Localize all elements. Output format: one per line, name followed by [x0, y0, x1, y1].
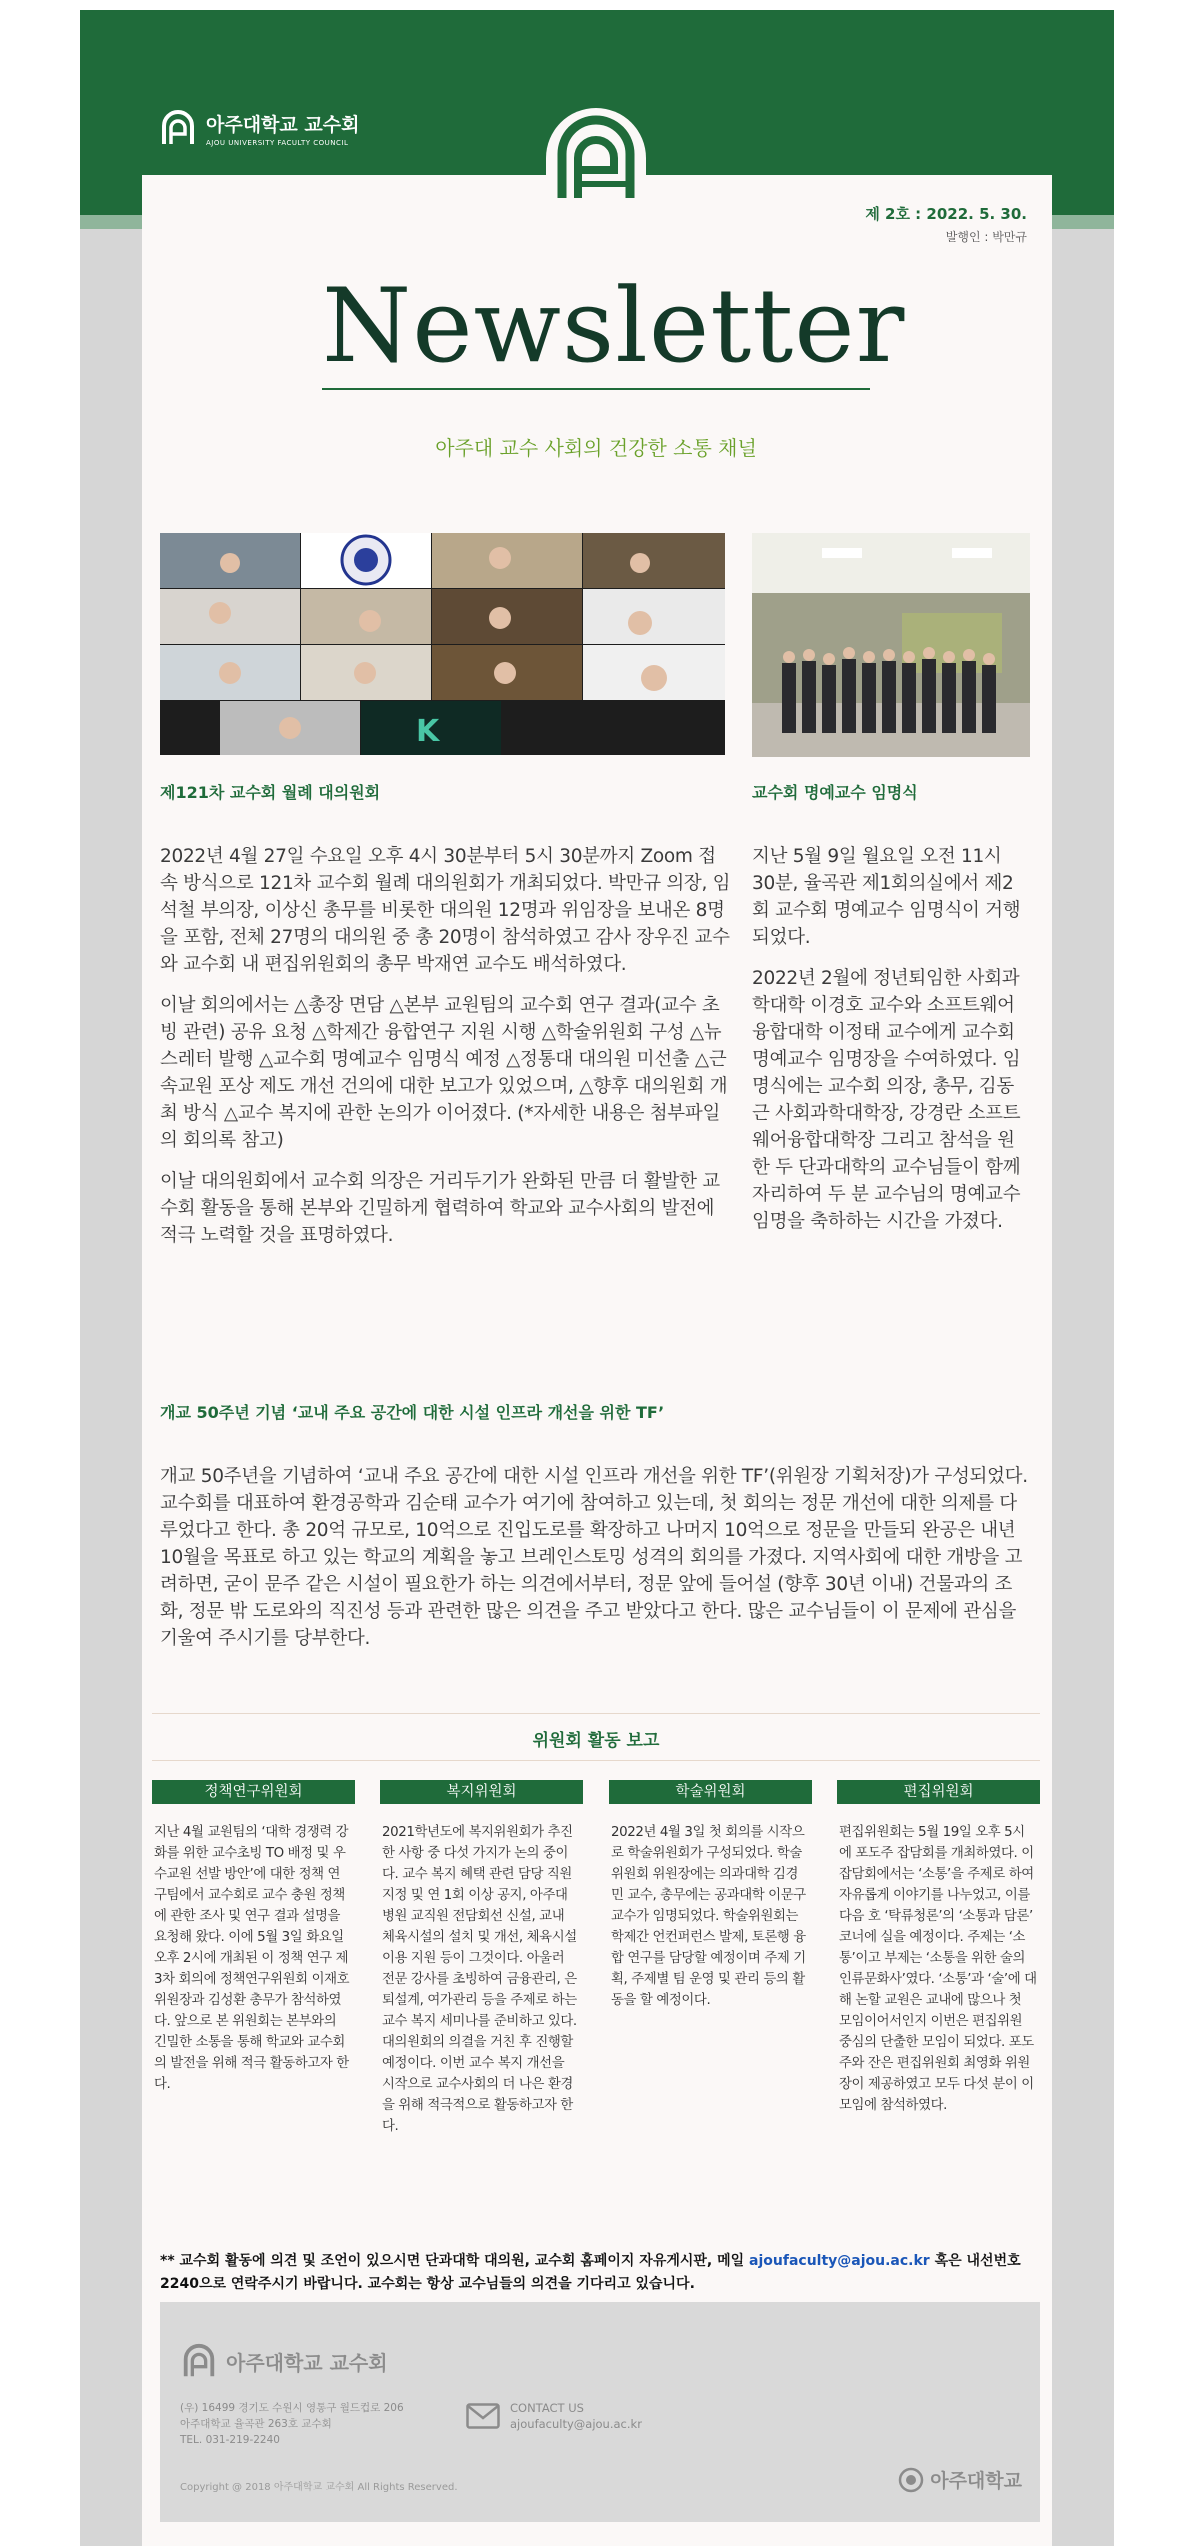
university-emblem-icon — [898, 2467, 924, 2493]
issue-info — [865, 203, 1027, 245]
contact-notice — [160, 2250, 1040, 2296]
university-logo[interactable] — [898, 2466, 1022, 2493]
committee-header-policy: 정책연구위원회 — [152, 1780, 355, 1804]
article1-title: 제121차 교수회 월례 대의원회 — [160, 783, 381, 802]
article2-paragraph: 지난 5월 9일 월요일 오전 11시 30분, 율곡관 제1회의실에서 제2회 교수회 명예교수 임명식이 거행되었다. — [752, 846, 1021, 948]
article3-title: 개교 50주년 기념 ‘교내 주요 공간에 대한 시설 인프라 개선을 위한 TF’ — [160, 1403, 665, 1422]
article3-paragraph: 개교 50주년을 기념하여 ‘교내 주요 공간에 대한 시설 인프라 개선을 위한 TF’(위원장 기획처장)가 구성되었다. 교수회를 대표하여 환경공학과 김순태 교수가 여기에 참여하고 있는데, 첫 회의는 정문 개선에 대한 의제를 다루었다고 한다. 총 20억 규모로, 10억으로 진입도로를 확장하고 나머지 10억으로 정문을 만들되 완공은 내년 10월을 목표로 하고 있는 학교의 계획을 놓고 브레인스토밍 성격의 회의를 가졌다. 지역사회에 대한 개방을 고려하면, 굳이 문주 같은 시설이 필요한가 하는 의견에서부터, 정문 앞에 들어설 (향후 30년 이내) 건물과의 조화, 정문 밖 도로와의 직진성 등과 관련한 많은 의견을 주고 받았다고 한다. 많은 교수님들이 이 문제에 관심을 기울여 주시기를 당부한다. — [160, 1466, 1028, 1649]
committee-header-editorial: 편집위원회 — [837, 1780, 1040, 1804]
article1-paragraph: 이날 대의원회에서 교수회 의장은 거리두기가 완화된 만큼 더 활발한 교수회 활동을 통해 본부와 긴밀하게 협력하여 학교와 교수사회의 발전에 적극 노력할 것을 표명하였다. — [160, 1171, 720, 1246]
article3-body — [160, 1463, 1032, 1666]
committee-header-welfare: 복지위원회 — [380, 1780, 583, 1804]
svg-text:K: K — [416, 714, 440, 749]
brand-subtitle: AJOU UNIVERSITY FACULTY COUNCIL — [206, 138, 349, 147]
notice-email-link[interactable]: ajoufaculty@ajou.ac.kr — [749, 2253, 930, 2269]
committee-report-title: 위원회 활동 보고 — [532, 1731, 660, 1751]
newsletter-subtitle: 아주대 교수 사회의 건강한 소통 채널 — [435, 436, 757, 460]
title-underline — [322, 388, 870, 390]
issue-number: 제 2호 : 2022. 5. 30. — [865, 205, 1027, 223]
article1-paragraph: 2022년 4월 27일 수요일 오후 4시 30분부터 5시 30분까지 Zoom 접속 방식으로 121차 교수회 월례 대의원회가 개최되었다. 박만규 의장, 임석철 부의장, 이상신 총무를 비롯한 대의원 12명과 위임장을 보내온 8명을 포함, 전체 27명의 대의원 중 총 20명이 참석하였고 감사 장우진 교수와 교수회 내 편집위원회의 총무 박재연 교수도 배석하였다. — [160, 846, 731, 975]
footer-brand: 아주대학교 교수회 — [226, 2350, 388, 2375]
zoom-meeting-photo — [160, 533, 725, 755]
divider — [152, 1760, 1040, 1761]
committee-text-policy: 지난 4월 교원팀의 ‘대학 경쟁력 강화를 위한 교수초빙 TO 배정 및 우수교원 선발 방안’에 대한 정책 연구팀에서 교수회로 교수 충원 정책에 관한 조사 및 연구 결과 설명을 요청해 왔다. 이에 5월 3일 화요일 오후 2시에 개최된 이 정책 연구 제3차 회의에 정책연구위원회 이재호 위원장과 김성환 총무가 참석하였다. 앞으로 본 위원회는 본부와의 긴밀한 소통을 통해 학교와 교수회의 발전을 위해 적극 활동하고자 한다. — [154, 1825, 350, 2092]
footer-contact[interactable] — [466, 2400, 642, 2432]
notice-text: ** 교수회 활동에 의견 및 조언이 있으시면 단과대학 대의원, 교수회 홈페이지 자유게시판, 메일 — [160, 2253, 750, 2269]
address-line: (우) 16499 경기도 수원시 영통구 월드컵로 206 — [180, 2402, 404, 2414]
article1-paragraph: 이날 회의에서는 △총장 면담 △본부 교원팀의 교수회 연구 결과(교수 초빙 관련) 공유 요청 △학제간 융합연구 지원 시행 △학술위원회 구성 △뉴스레터 발행 △교수회 명예교수 임명식 예정 △정통대 대의원 미선출 △근속교원 포상 제도 개선 건의에 대한 보고가 있었으며, △향후 대의원회 개최 방식 △교수 복지에 관한 논의가 이어졌다. (*자세한 내용은 첨부파일의 회의록 참고) — [160, 995, 728, 1151]
masthead — [322, 267, 906, 390]
university-name: 아주대학교 — [930, 2470, 1022, 2492]
footer — [160, 2302, 1040, 2522]
newsletter-title: Newsletter — [322, 267, 906, 386]
footer-address — [180, 2400, 404, 2448]
brand-name: 아주대학교 교수회 — [206, 113, 360, 136]
copyright: Copyright @ 2018 아주대학교 교수회 All Rights Reserved. — [180, 2482, 458, 2493]
emblem-icon — [552, 112, 640, 200]
address-line: 아주대학교 율곡관 263호 교수회 — [180, 2418, 332, 2430]
committee-header-academic: 학술위원회 — [609, 1780, 812, 1804]
footer-logo[interactable] — [180, 2342, 388, 2380]
footer-tel: TEL. 031-219-2240 — [180, 2434, 280, 2446]
article2-title: 교수회 명예교수 임명식 — [752, 783, 918, 802]
faculty-logo-icon — [158, 108, 198, 148]
brand-logo[interactable] — [158, 108, 359, 148]
divider — [152, 1713, 1040, 1714]
article2-body — [752, 843, 1030, 1249]
committee-text-welfare: 2021학년도에 복지위원회가 추진한 사항 중 다섯 가지가 논의 중이다. 교수 복지 혜택 관련 담당 직원 지정 및 연 1회 이상 공지, 아주대 병원 교직원 전담회선 신설, 교내 체육시설의 설치 및 개선, 체육시설 이용 지원 등이 그것이다. 아울러 전문 강사를 초빙하여 금융관리, 은퇴설계, 여가관리 등을 주제로 하는 교수 복지 세미나를 준비하고 있다. 대의원회의 의결을 거친 후 진행할 예정이다. 이번 교수 복지 개선을 시작으로 교수사회의 더 나은 환경을 위해 적극적으로 활동하고자 한다. — [382, 1825, 577, 2134]
contact-label: CONTACT US — [510, 2401, 584, 2415]
article2-paragraph: 2022년 2월에 정년퇴임한 사회과학대학 이경호 교수와 소프트웨어융합대학 이정태 교수에게 교수회 명예교수 임명장을 수여하였다. 임명식에는 교수회 의장, 총무, 김동근 사회과학대학장, 강경란 소프트웨어융합대학장 그리고 참석을 원한 두 단과대학의 교수님들이 함께 자리하여 두 분 교수님의 명예교수 임명을 축하하는 시간을 가졌다. — [752, 968, 1021, 1232]
publisher: 발행인 : 박만규 — [945, 230, 1027, 244]
committee-text-editorial: 편집위원회는 5월 19일 오후 5시에 포도주 잡담회를 개최하였다. 이 잡담회에서는 ‘소통’을 주제로 하여 자유롭게 이야기를 나누었고, 이를 다음 호 ‘탁류청론’의 ‘소통과 담론’ 코너에 실을 예정이다. 주제는 ‘소통’이고 부제는 ‘소통을 위한 술의 인류문화사’였다. ‘소통’과 ‘술’에 대해 논할 교원은 교내에 많으나 첫 모임이어서인지 이번은 편집위원 중심의 단출한 모임이 되었다. 포도주와 잔은 편집위원회 최영화 위원장이 제공하였고 모두 다섯 분이 이 모임에 참석하였다. — [839, 1825, 1037, 2113]
contact-email[interactable]: ajoufaculty@ajou.ac.kr — [510, 2417, 642, 2431]
faculty-logo-icon — [180, 2342, 218, 2380]
paper — [142, 10, 1052, 2546]
notice-text: 혹은 내선번호 2240으로 연락주시기 바랍니다. 교수회는 항상 교수님들의 의견을 기다리고 있습니다. — [160, 2253, 1021, 2292]
ceremony-group-photo — [752, 533, 1030, 757]
mail-icon — [466, 2403, 500, 2429]
center-emblem — [546, 108, 646, 200]
article1-body — [160, 843, 732, 1263]
committee-text-academic: 2022년 4월 3일 첫 회의를 시작으로 학술위원회가 구성되었다. 학술위원회 위원장에는 의과대학 김경민 교수, 총무에는 공과대학 이문구 교수가 임명되었다. 학술위원회는 학제간 언컨퍼런스 발제, 토론행 융합 연구를 담당할 예정이며 주제 기획, 주제별 팀 운영 및 관리 등의 활동을 할 예정이다. — [611, 1825, 806, 2008]
